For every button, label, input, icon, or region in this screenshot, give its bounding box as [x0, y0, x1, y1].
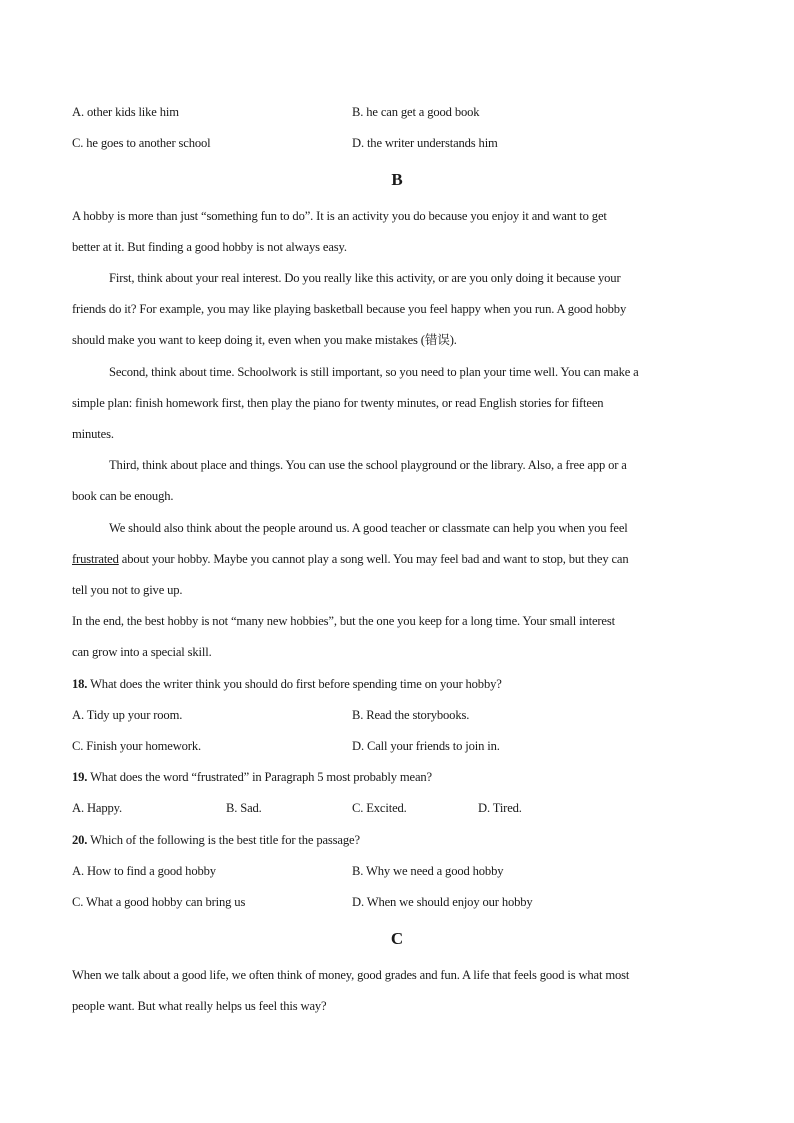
- passage-c-p1-line1: When we talk about a good life, we often think of money, good grades and fun. A life that feels good is what most: [72, 968, 630, 982]
- question-18-number: 18.: [72, 677, 88, 691]
- q19-option-b: B. Sad.: [226, 801, 262, 815]
- passage-b-p2-line2: friends do it? For example, you may like playing basketball because you feel happy when you run. A good hobby: [72, 302, 627, 316]
- section-b-heading: B: [391, 170, 403, 189]
- question-20-text: Which of the following is the best title for the passage?: [87, 833, 360, 847]
- q18-option-c: C. Finish your homework.: [72, 739, 201, 753]
- passage-c-p1-line2: people want. But what really helps us feel this way?: [72, 999, 327, 1013]
- passage-b-p3-line1: Second, think about time. Schoolwork is still important, so you need to plan your time well. You can make a: [109, 365, 639, 379]
- q18-option-a: A. Tidy up your room.: [72, 708, 183, 722]
- passage-b-p6-line2: can grow into a special skill.: [72, 645, 212, 659]
- q19-option-a: A. Happy.: [72, 801, 122, 815]
- passage-b-p2-line1: First, think about your real interest. Do you really like this activity, or are you only doing it because your: [109, 271, 621, 285]
- section-c-heading: C: [390, 929, 404, 948]
- q19-option-d: D. Tired.: [478, 801, 522, 815]
- question-19-number: 19.: [72, 770, 88, 784]
- question-19-text: What does the word “frustrated” in Paragraph 5 most probably mean?: [87, 770, 432, 784]
- passage-b-p5-line2-rest: about your hobby. Maybe you cannot play a song well. You may feel bad and want to stop, but they can: [118, 552, 629, 566]
- passage-b-p4-line2: book can be enough.: [72, 489, 174, 503]
- passage-b-p5-line2: [72, 551, 629, 567]
- q20-option-d: D. When we should enjoy our hobby: [352, 895, 533, 909]
- passage-b-p5-line3: tell you not to give up.: [72, 583, 183, 597]
- passage-b-p5-line1: We should also think about the people around us. A good teacher or classmate can help you when you feel: [109, 521, 628, 535]
- passage-b-p3-line2: simple plan: finish homework first, then play the piano for twenty minutes, or read English stories for fifteen: [72, 396, 604, 410]
- question-18: [72, 676, 502, 692]
- question-20-number: 20.: [72, 833, 88, 847]
- underlined-word-frustrated: frustrated: [72, 552, 119, 566]
- passage-b-p4-line1: Third, think about place and things. You can use the school playground or the library. Also, a free app or a: [109, 458, 627, 472]
- passage-b-p6-line1: In the end, the best hobby is not “many new hobbies”, but the one you keep for a long time. Your small interest: [72, 614, 615, 628]
- q17-option-d: D. the writer understands him: [352, 136, 498, 150]
- q20-option-b: B. Why we need a good hobby: [352, 864, 504, 878]
- question-18-text: What does the writer think you should do first before spending time on your hobby?: [87, 677, 502, 691]
- question-19: [72, 769, 432, 785]
- q17-option-b: B. he can get a good book: [352, 105, 480, 119]
- q20-option-a: A. How to find a good hobby: [72, 864, 216, 878]
- q17-option-c: C. he goes to another school: [72, 136, 211, 150]
- passage-b-p3-line3: minutes.: [72, 427, 114, 441]
- passage-b-p1-line1: A hobby is more than just “something fun to do”. It is an activity you do because you enjoy it and want to get: [72, 209, 607, 223]
- passage-b-p1-line2: better at it. But finding a good hobby is not always easy.: [72, 240, 347, 254]
- q18-option-b: B. Read the storybooks.: [352, 708, 470, 722]
- q19-option-c: C. Excited.: [352, 801, 407, 815]
- q20-option-c: C. What a good hobby can bring us: [72, 895, 246, 909]
- q18-option-d: D. Call your friends to join in.: [352, 739, 500, 753]
- question-20: [72, 832, 360, 848]
- q17-option-a: A. other kids like him: [72, 105, 179, 119]
- passage-b-p2-line3: should make you want to keep doing it, even when you make mistakes (错误).: [72, 333, 457, 347]
